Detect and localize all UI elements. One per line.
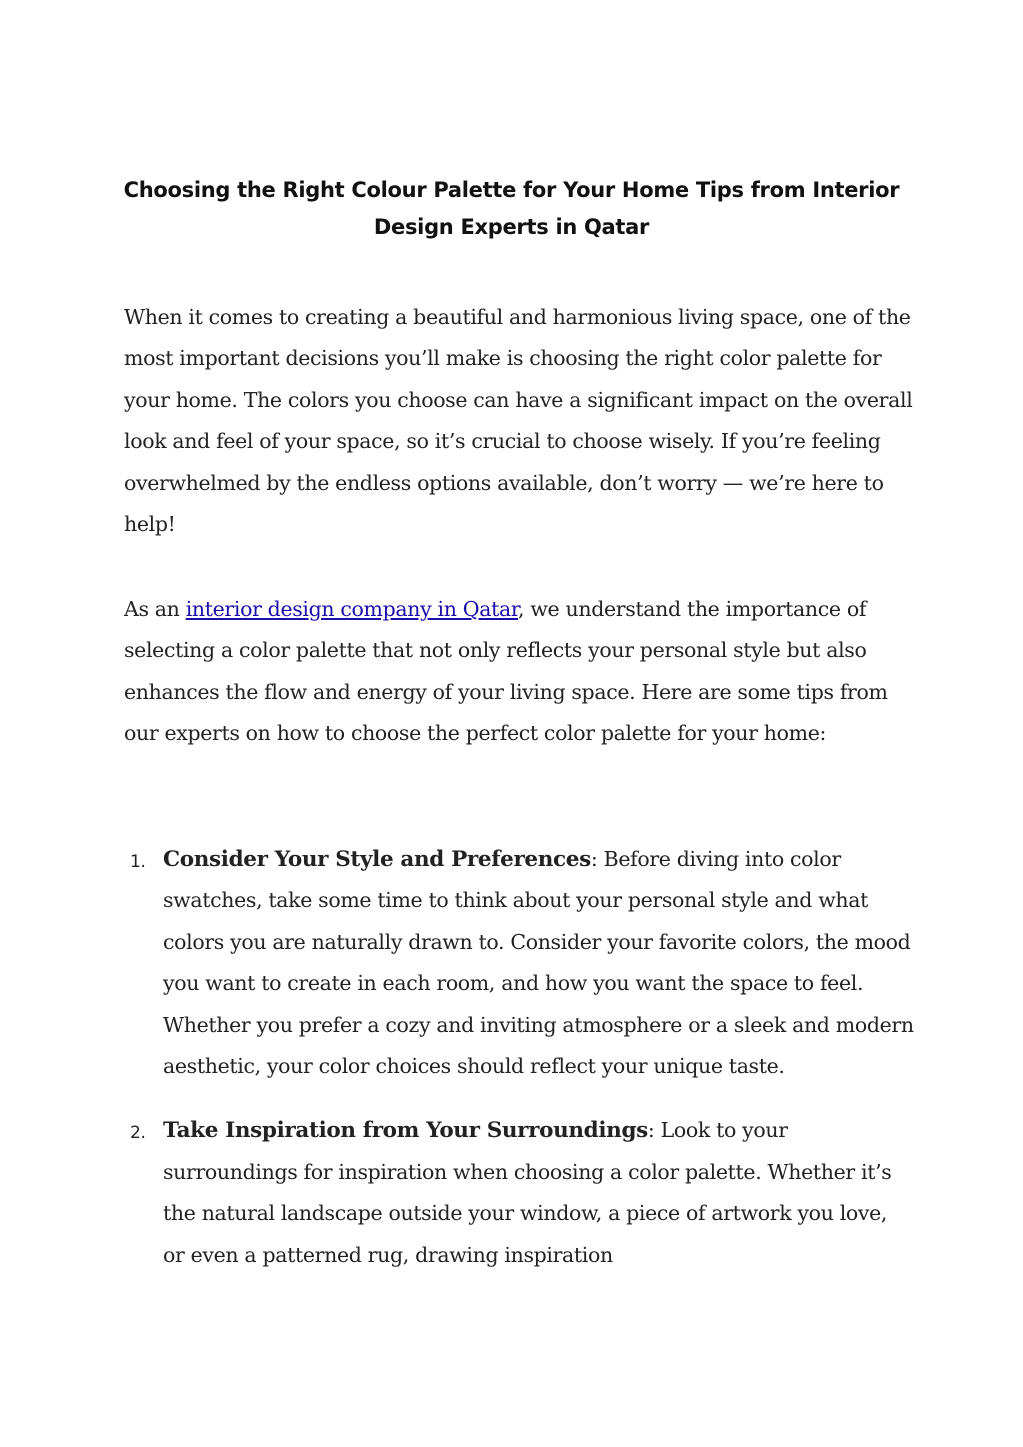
second-paragraph bbox=[124, 589, 914, 755]
intro-paragraph: When it comes to creating a beautiful and harmonious living space, one of the most important decisions you’ll make is choosing the right color palette for your home. The colors you choose can have a significant impact on the overall look and feel of your space, so it’s crucial to choose wisely. If you’re feeling overwhelmed by the endless options available, don’t worry — we’re here to help! bbox=[124, 305, 913, 537]
interior-design-company-link[interactable]: interior design company in Qatar bbox=[185, 597, 519, 621]
list-item-text: : Before diving into color swatches, take some time to think about your personal style and what colors you are naturally drawn to. Consider your favorite colors, the mood you want to create in each room, and how you want the space to feel. Whether you prefer a cozy and inviting atmosphere or a sleek and modern aesthetic, your color choices should reflect your unique taste. bbox=[163, 847, 914, 1079]
list-item-heading: Consider Your Style and Preferences bbox=[163, 847, 591, 872]
list-item bbox=[124, 839, 914, 1087]
second-paragraph-rest: , we understand the importance of selecting a color palette that not only reflects your personal style but also enhances the flow and energy of your living space. Here are some tips from our experts on how to choose the perfect color palette for your home: bbox=[124, 597, 888, 746]
document-title: Choosing the Right Colour Palette for Your Home Tips from Interior Design Experts in Qatar bbox=[123, 178, 900, 239]
second-paragraph-lead: As an bbox=[124, 597, 186, 621]
list-item-text: : Look to your surroundings for inspiration when choosing a color palette. Whether it’s the natural landscape outside your window, a piece of artwork you love, or even a patterned rug, drawing inspiration bbox=[163, 1118, 892, 1267]
list-item-number: 2. bbox=[130, 1123, 146, 1144]
list-item-heading: Take Inspiration from Your Surroundings bbox=[163, 1118, 648, 1144]
tips-list bbox=[124, 839, 914, 1299]
list-item-number: 1. bbox=[130, 852, 146, 872]
list-item bbox=[124, 1110, 914, 1276]
